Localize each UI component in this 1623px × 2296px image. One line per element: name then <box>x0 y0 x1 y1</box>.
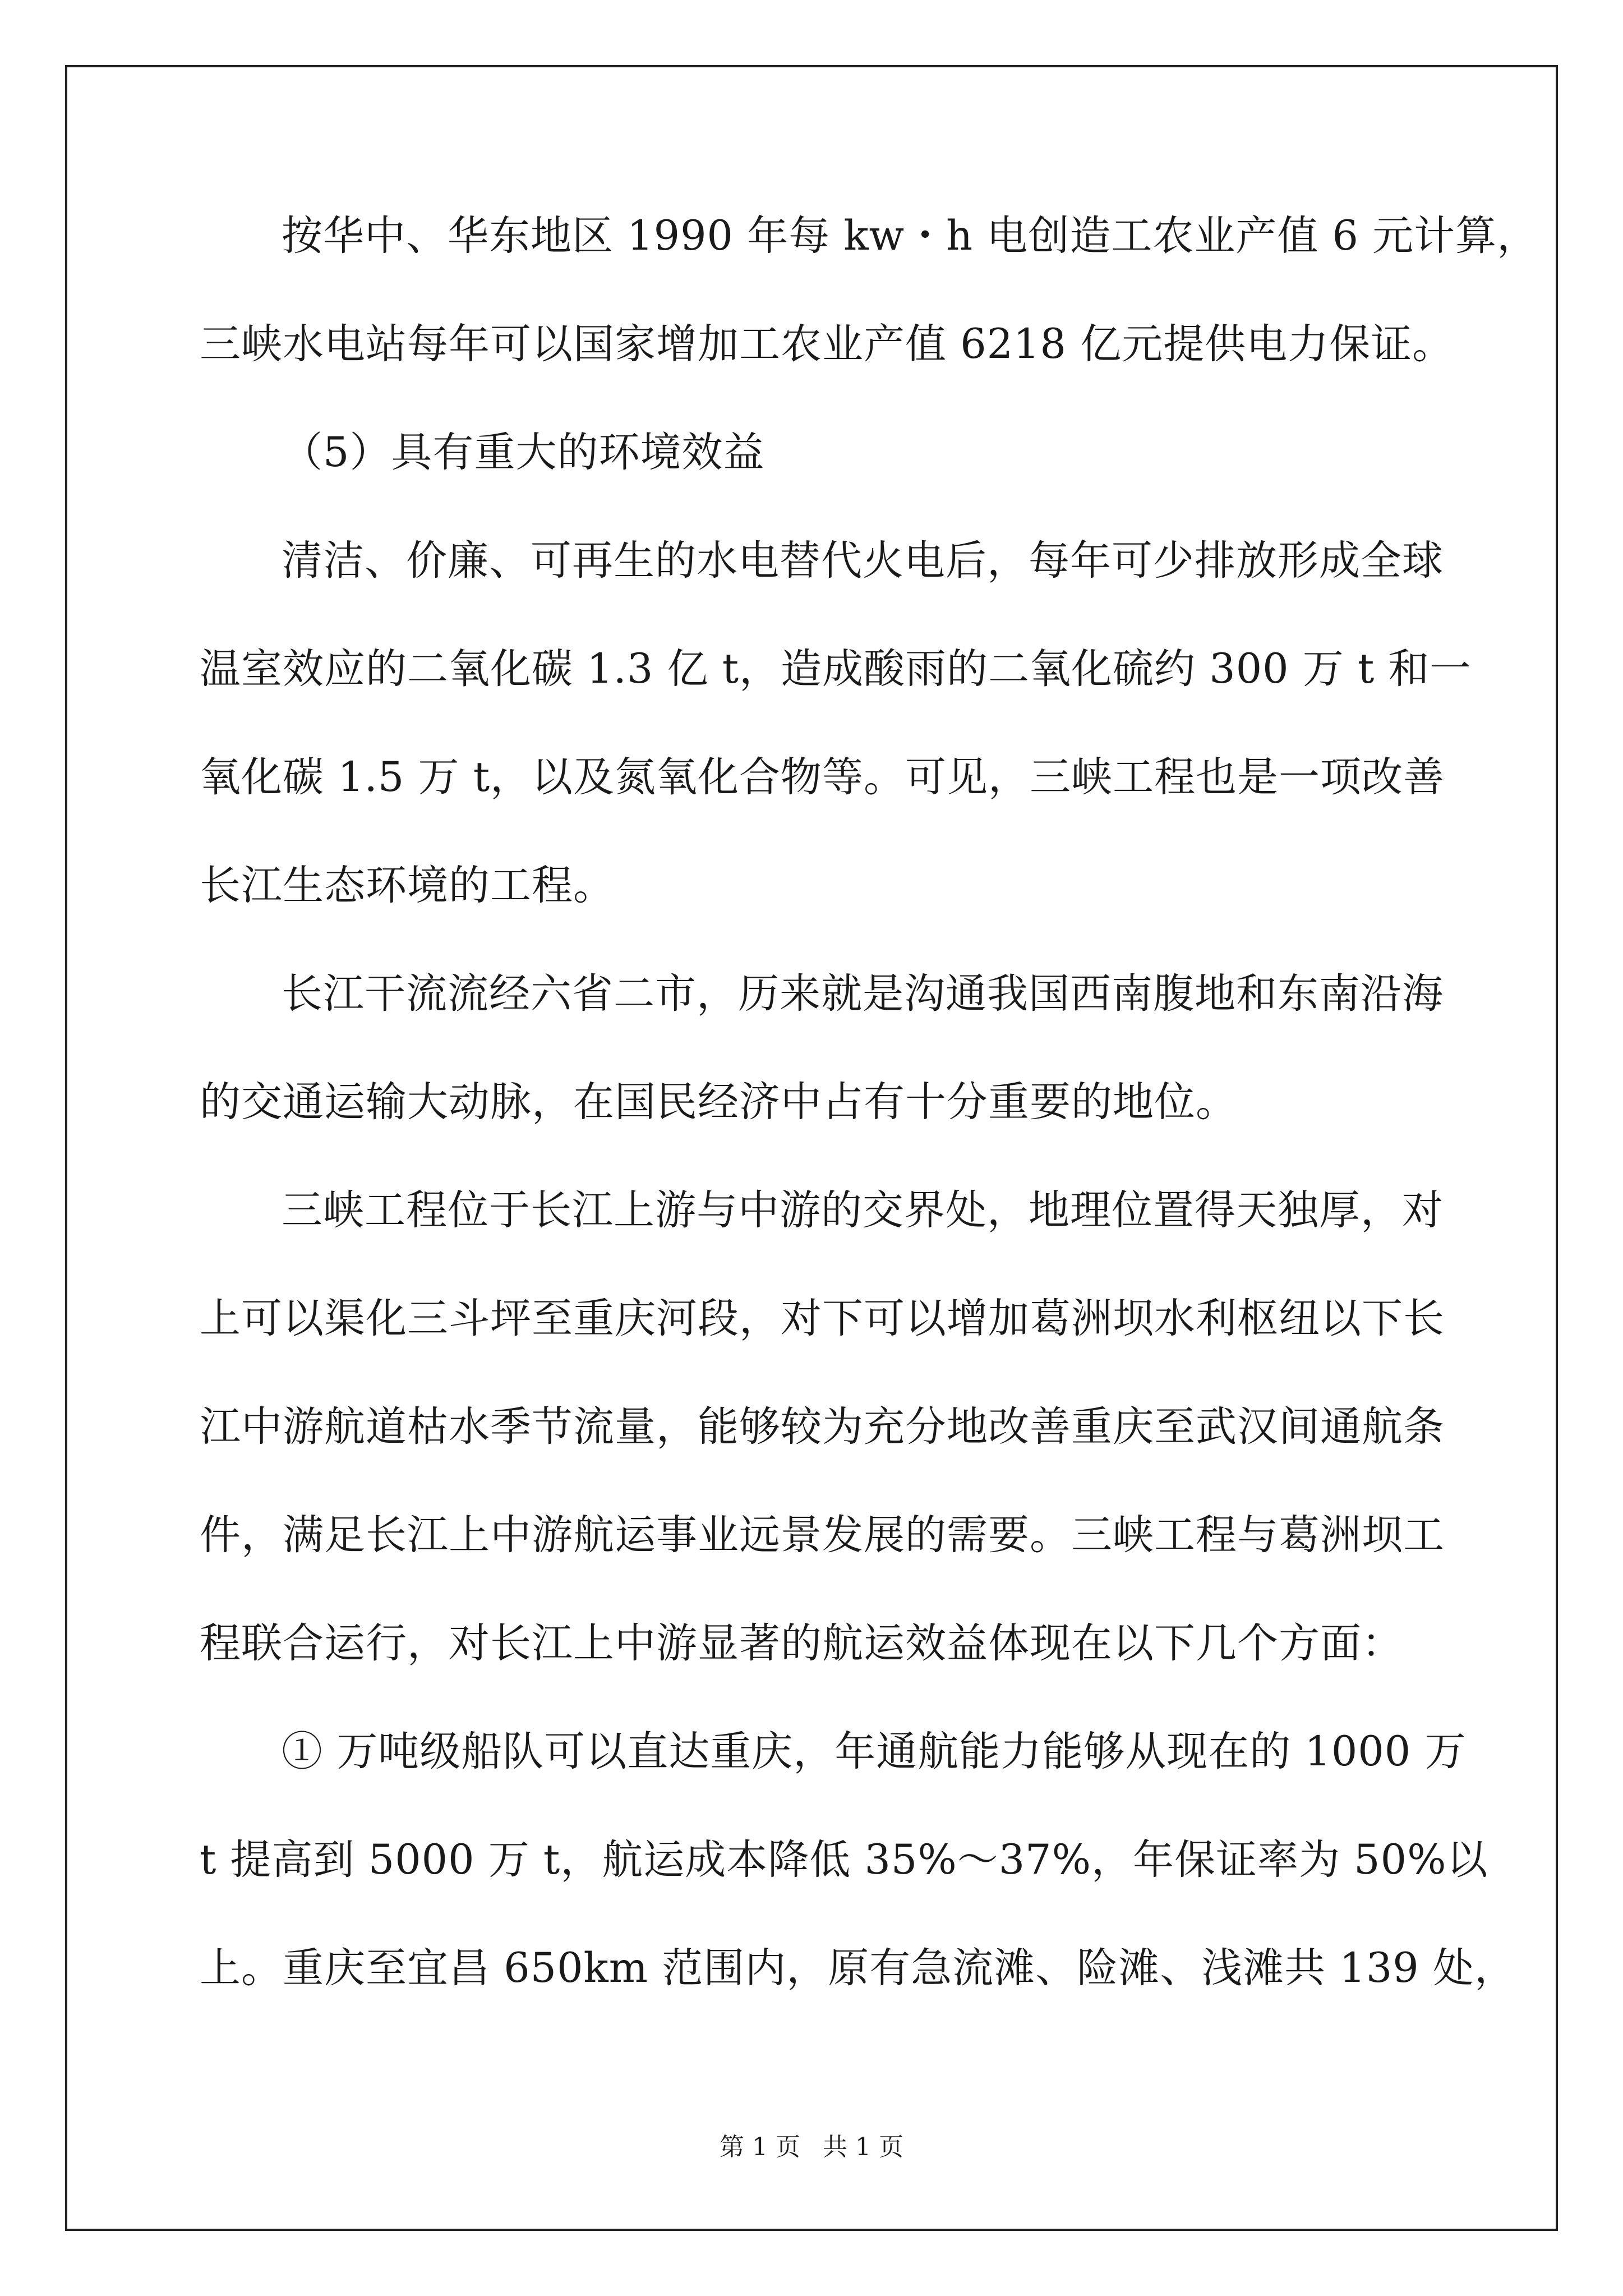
section-heading: （5）具有重大的环境效益 <box>282 429 765 476</box>
text-line: ① 万吨级船队可以直达重庆，年通航能力能够从现在的 1000 万 <box>282 1728 1467 1775</box>
text-line: 氧化碳 1.5 万 t，以及氮氧化合物等。可见，三峡工程也是一项改善 <box>200 753 1445 801</box>
page-footer <box>0 2131 1623 2164</box>
text-line: 清洁、价廉、可再生的水电替代火电后，每年可少排放形成全球 <box>282 537 1444 585</box>
text-line: 程联合运行，对长江上中游显著的航运效益体现在以下几个方面： <box>200 1619 1403 1667</box>
text-line: 件，满足长江上中游航运事业远景发展的需要。三峡工程与葛洲坝工 <box>200 1511 1445 1559</box>
text-line: 的交通运输大动脉，在国民经济中占有十分重要的地位。 <box>200 1078 1237 1126</box>
text-line: 温室效应的二氧化碳 1.3 亿 t，造成酸雨的二氧化硫约 300 万 t 和一 <box>200 645 1472 693</box>
text-line: 长江生态环境的工程。 <box>200 862 615 909</box>
text-line: 江中游航道枯水季节流量，能够较为充分地改善重庆至武汉间通航条 <box>200 1403 1445 1451</box>
page-total: 共 1 页 <box>823 2133 903 2161</box>
text-line: 上可以渠化三斗坪至重庆河段，对下可以增加葛洲坝水利枢纽以下长 <box>200 1295 1445 1342</box>
text-line: 按华中、华东地区 1990 年每 kw・h 电创造工农业产值 6 元计算， <box>282 212 1539 260</box>
text-line: t 提高到 5000 万 t，航运成本降低 35%～37%，年保证率为 50%以 <box>200 1836 1488 1884</box>
text-line: 三峡水电站每年可以国家增加工农业产值 6218 亿元提供电力保证。 <box>200 320 1454 368</box>
page-border <box>65 65 1558 2231</box>
text-line: 三峡工程位于长江上游与中游的交界处，地理位置得天独厚，对 <box>282 1186 1444 1234</box>
text-line: 长江干流流经六省二市，历来就是沟通我国西南腹地和东南沿海 <box>282 970 1444 1018</box>
text-line: 上。重庆至宜昌 650km 范围内，原有急流滩、险滩、浅滩共 139 处， <box>200 1944 1516 1992</box>
page-number: 第 1 页 <box>720 2133 800 2161</box>
